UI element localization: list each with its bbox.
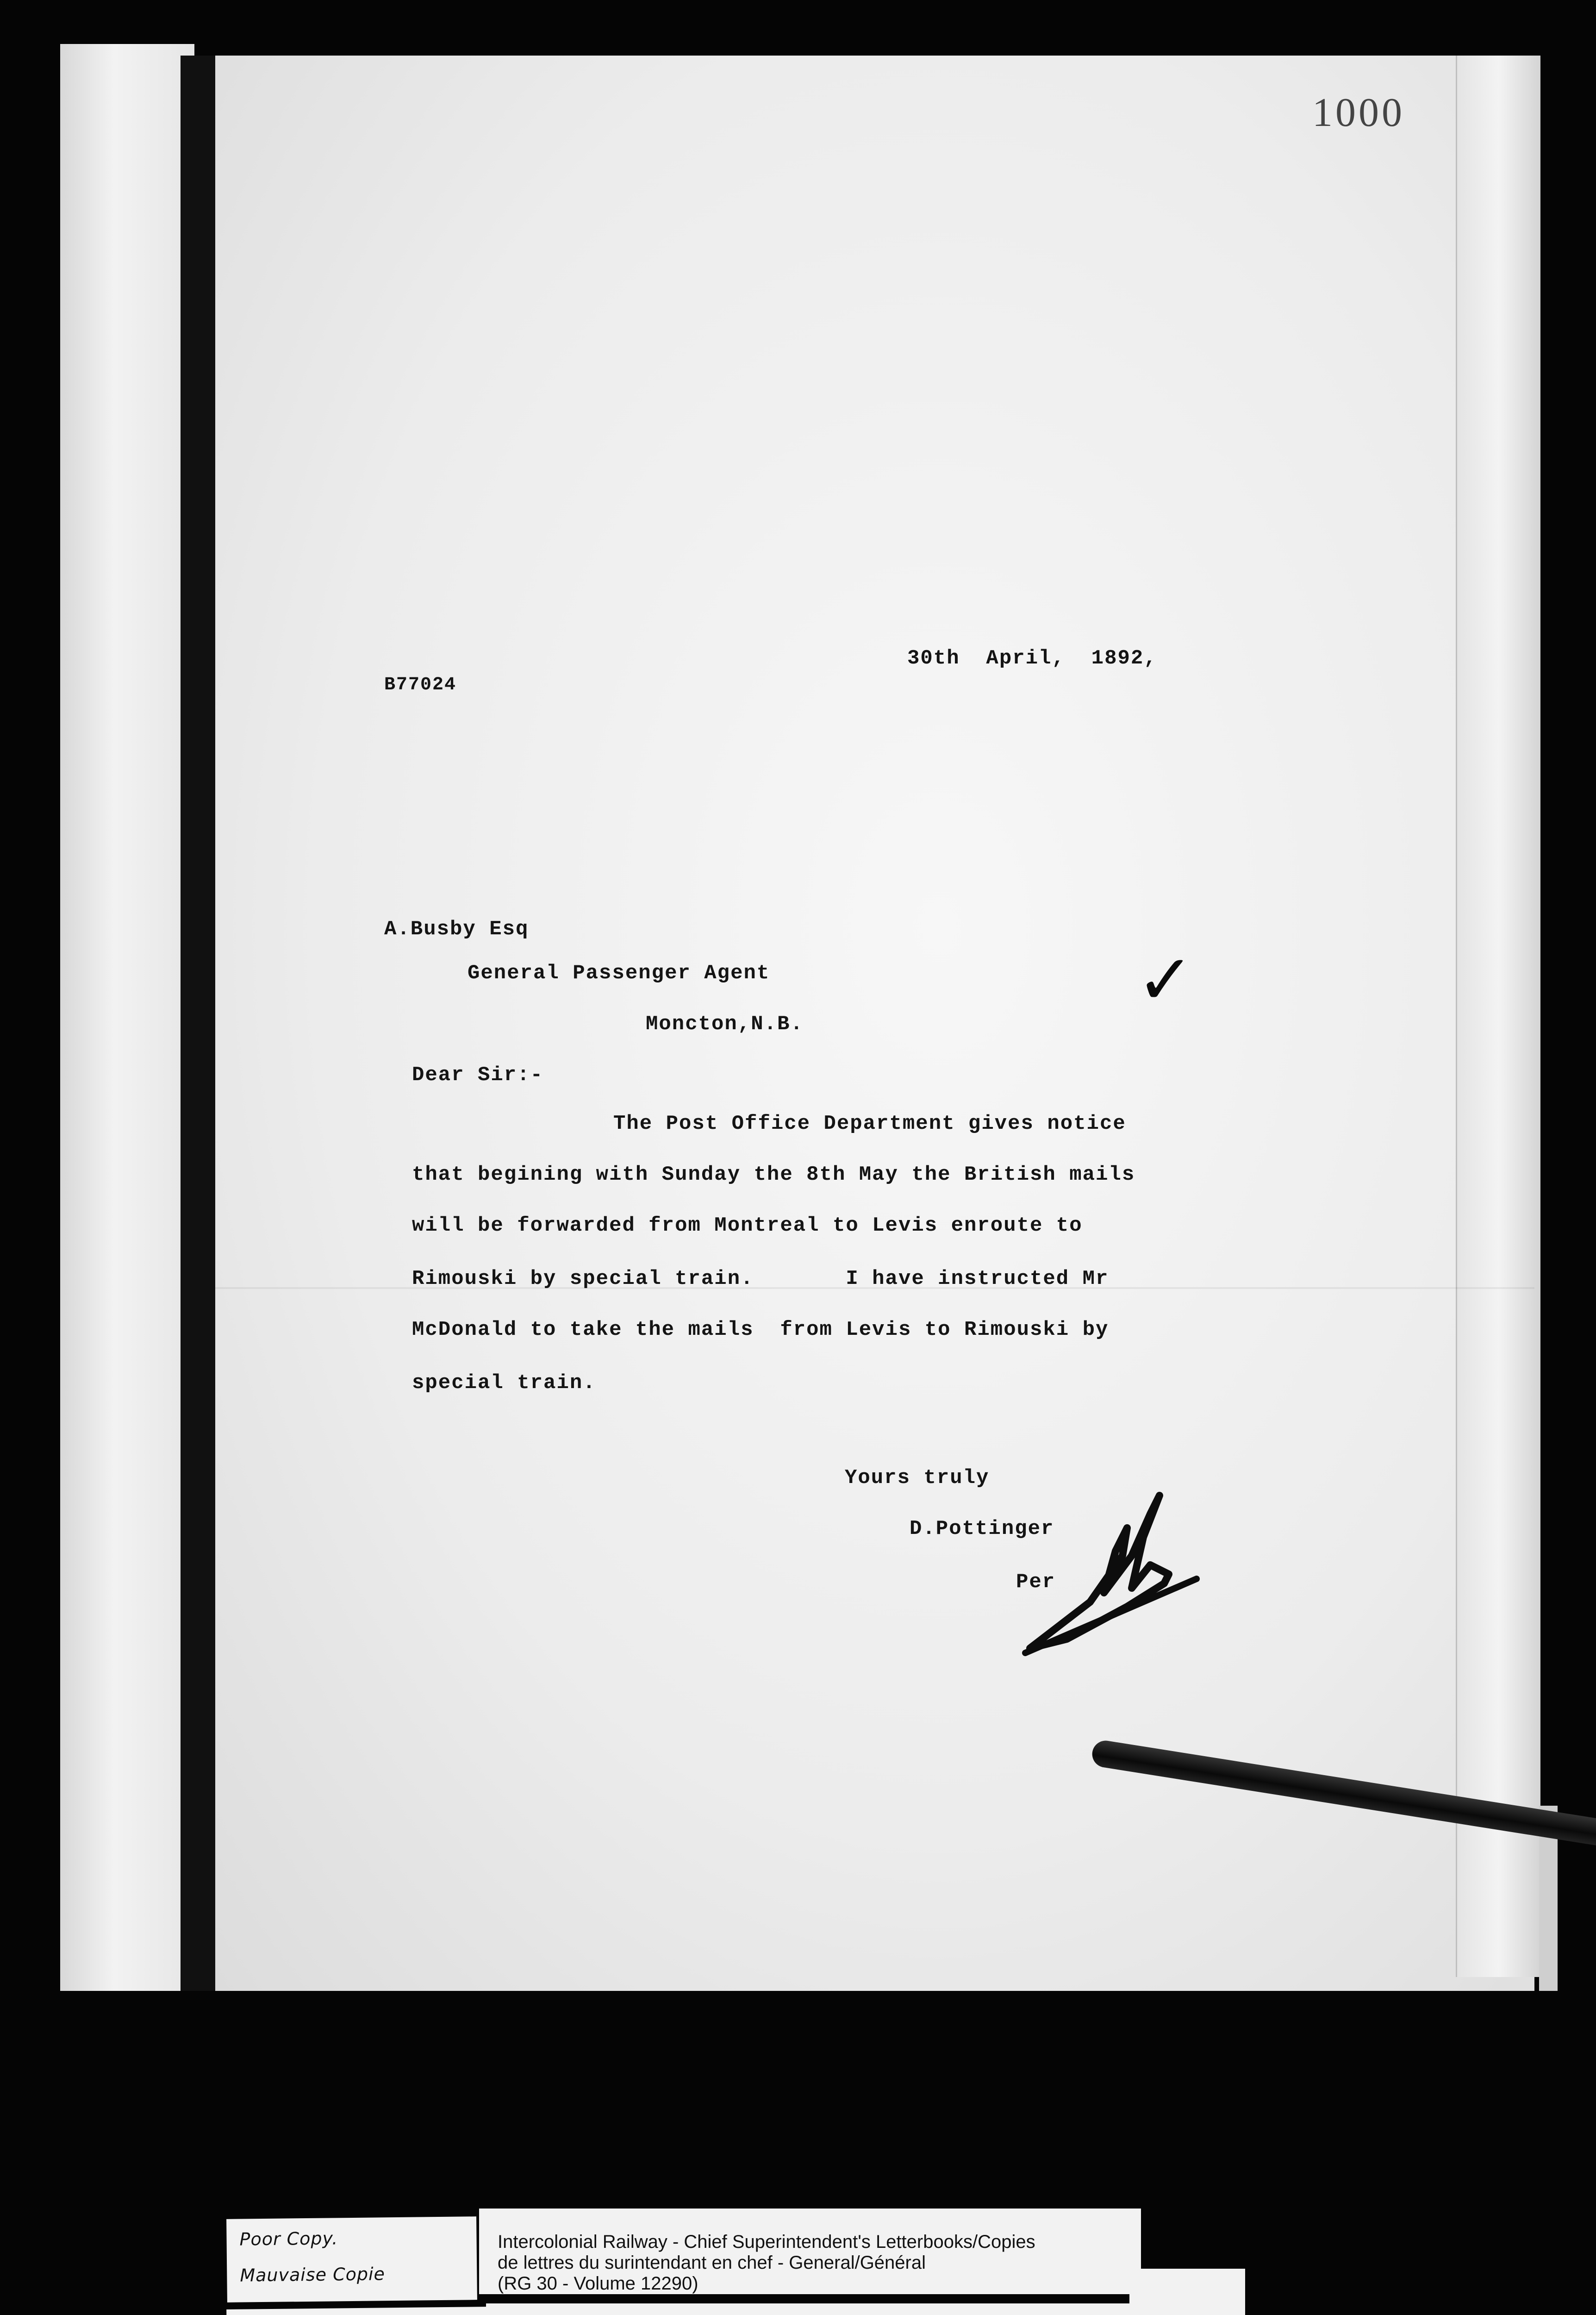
body-line: McDonald to take the mails from Levis to Rimouski by xyxy=(412,1318,1109,1341)
recipient-name: A.Busby Esq xyxy=(384,918,529,941)
reference-number: B77024 xyxy=(384,675,457,695)
backing-sheet xyxy=(60,44,194,1991)
signatory: D.Pottinger xyxy=(910,1517,1054,1540)
check-mark-icon: ✓ xyxy=(1136,940,1195,1020)
recipient-title: General Passenger Agent xyxy=(468,962,770,985)
note-page-blurred xyxy=(226,2307,491,2315)
archive-label-line: Intercolonial Railway - Chief Superintendent's Letterbooks/Copies xyxy=(498,2232,1035,2252)
note-poor-copy-en: Poor Copy. xyxy=(239,2228,338,2250)
letter-date: 30th April, 1892, xyxy=(907,647,1157,670)
closing: Yours truly xyxy=(845,1466,990,1489)
salutation: Dear Sir:- xyxy=(412,1064,544,1087)
page-edge xyxy=(1456,56,1540,1977)
body-line: that begining with Sunday the 8th May the British mails xyxy=(412,1163,1135,1186)
page-number: 1000 xyxy=(1312,90,1405,135)
body-line: special train. xyxy=(412,1371,596,1395)
body-line: Rimouski by special train. I have instructed Mr xyxy=(412,1267,1109,1290)
body-line: will be forwarded from Montreal to Levis enroute to xyxy=(412,1214,1083,1237)
recipient-location: Moncton,N.B. xyxy=(646,1013,804,1036)
note-poor-copy xyxy=(226,2216,477,2302)
archives-stamp xyxy=(486,2303,1245,2315)
per-label: Per xyxy=(1016,1570,1056,1594)
archive-label-line: de lettres du surintendant en chef - General/Général xyxy=(498,2252,926,2273)
note-poor-copy-fr: Mauvaise Copie xyxy=(240,2264,386,2286)
body-line: The Post Office Department gives notice xyxy=(613,1112,1126,1135)
letter-page xyxy=(211,56,1534,1991)
binding-strip xyxy=(181,56,215,1991)
archive-label-line: (RG 30 - Volume 12290) xyxy=(498,2273,698,2294)
signature-initials xyxy=(1011,1486,1206,1662)
archive-label xyxy=(479,2209,1141,2294)
